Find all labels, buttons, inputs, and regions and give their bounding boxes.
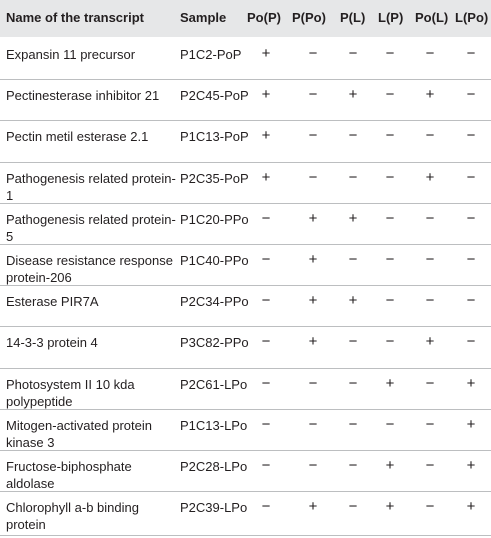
presence-mark: − <box>466 86 476 103</box>
table-row <box>0 371 491 410</box>
header-sample: Sample <box>180 10 227 25</box>
presence-mark: + <box>261 127 271 144</box>
transcript-name: Disease resistance response protein-206 <box>6 253 173 285</box>
table-row <box>0 206 491 245</box>
presence-mark: − <box>348 127 358 144</box>
presence-mark: + <box>308 251 318 268</box>
presence-mark: + <box>261 169 271 186</box>
table-row <box>0 494 491 533</box>
sample-id: P2C39-LPo <box>180 500 248 515</box>
presence-mark: − <box>385 251 395 268</box>
presence-mark: + <box>466 457 476 474</box>
table-row <box>0 412 491 451</box>
table-row <box>0 165 491 204</box>
header-name: Name of the transcript <box>6 10 144 25</box>
transcript-name: Fructose-biphosphate aldolase <box>6 459 132 491</box>
transcript-name: 14-3-3 protein 4 <box>6 335 98 350</box>
row-divider <box>0 120 491 121</box>
presence-mark: − <box>261 457 271 474</box>
presence-mark: − <box>261 292 271 309</box>
presence-mark: − <box>425 127 435 144</box>
presence-mark: − <box>425 457 435 474</box>
presence-mark: + <box>425 86 435 103</box>
presence-mark: − <box>308 169 318 186</box>
presence-mark: − <box>348 333 358 350</box>
header-l-p: L(P) <box>378 10 404 25</box>
row-divider <box>0 79 491 80</box>
presence-mark: − <box>261 498 271 515</box>
presence-mark: + <box>385 457 395 474</box>
presence-mark: − <box>425 375 435 392</box>
row-divider <box>0 162 491 163</box>
transcript-name: Esterase PIR7A <box>6 294 99 309</box>
presence-mark: + <box>308 333 318 350</box>
presence-mark: − <box>466 333 476 350</box>
sample-id: P1C40-PPo <box>180 253 249 268</box>
presence-mark: − <box>261 251 271 268</box>
presence-mark: − <box>308 457 318 474</box>
table-row <box>0 288 491 327</box>
presence-mark: − <box>385 45 395 62</box>
presence-mark: + <box>261 45 271 62</box>
presence-mark: − <box>348 498 358 515</box>
row-divider <box>0 368 491 369</box>
presence-mark: + <box>466 416 476 433</box>
presence-mark: + <box>466 375 476 392</box>
sample-id: P2C34-PPo <box>180 294 249 309</box>
row-divider <box>0 244 491 245</box>
sample-id: P2C28-LPo <box>180 459 248 474</box>
sample-id: P3C82-PPo <box>180 335 249 350</box>
presence-mark: + <box>308 292 318 309</box>
presence-mark: − <box>308 45 318 62</box>
presence-mark: − <box>385 127 395 144</box>
sample-id: P2C35-PoP <box>180 171 249 186</box>
presence-mark: + <box>425 333 435 350</box>
header-po-p: Po(P) <box>247 10 281 25</box>
row-divider <box>0 203 491 204</box>
table-row <box>0 247 491 286</box>
presence-mark: − <box>348 251 358 268</box>
presence-mark: + <box>385 498 395 515</box>
sample-id: P1C2-PoP <box>180 47 242 62</box>
table-row <box>0 329 491 368</box>
transcript-name: Mitogen-activated protein kinase 3 <box>6 418 152 450</box>
presence-mark: + <box>348 292 358 309</box>
presence-mark: − <box>425 416 435 433</box>
header-p-po: P(Po) <box>292 10 326 25</box>
presence-mark: − <box>261 210 271 227</box>
presence-mark: − <box>385 86 395 103</box>
presence-mark: + <box>385 375 395 392</box>
row-divider <box>0 326 491 327</box>
transcript-name: Pathogenesis related protein-5 <box>6 212 176 244</box>
presence-mark: + <box>308 498 318 515</box>
presence-mark: − <box>466 169 476 186</box>
presence-mark: − <box>425 210 435 227</box>
presence-mark: + <box>308 210 318 227</box>
row-divider <box>0 409 491 410</box>
presence-mark: − <box>261 416 271 433</box>
sample-id: P1C20-PPo <box>180 212 249 227</box>
presence-mark: − <box>348 416 358 433</box>
presence-mark: − <box>261 375 271 392</box>
presence-mark: − <box>348 45 358 62</box>
presence-mark: − <box>425 45 435 62</box>
presence-mark: − <box>466 127 476 144</box>
row-divider <box>0 450 491 451</box>
presence-mark: + <box>466 498 476 515</box>
presence-mark: + <box>425 169 435 186</box>
presence-mark: − <box>348 169 358 186</box>
presence-mark: − <box>308 416 318 433</box>
sample-id: P2C45-PoP <box>180 88 249 103</box>
presence-mark: − <box>385 210 395 227</box>
presence-mark: − <box>425 498 435 515</box>
header-po-l: Po(L) <box>415 10 449 25</box>
presence-mark: − <box>308 127 318 144</box>
row-divider <box>0 491 491 492</box>
row-divider <box>0 285 491 286</box>
header-l-po: L(Po) <box>455 10 489 25</box>
presence-mark: − <box>385 333 395 350</box>
header-p-l: P(L) <box>340 10 366 25</box>
transcript-name: Pectin metil esterase 2.1 <box>6 129 149 144</box>
presence-mark: − <box>466 210 476 227</box>
transcript-name: Pathogenesis related protein-1 <box>6 171 176 203</box>
table-row <box>0 453 491 492</box>
presence-mark: − <box>466 251 476 268</box>
transcript-name: Chlorophyll a-b binding protein <box>6 500 139 532</box>
table-header <box>0 0 491 37</box>
presence-mark: − <box>308 86 318 103</box>
sample-id: P1C13-PoP <box>180 129 249 144</box>
sample-id: P1C13-LPo <box>180 418 248 433</box>
presence-mark: − <box>385 416 395 433</box>
transcript-name: Expansin 11 precursor <box>6 47 136 62</box>
presence-mark: − <box>385 292 395 309</box>
transcript-name: Pectinesterase inhibitor 21 <box>6 88 160 103</box>
presence-mark: − <box>385 169 395 186</box>
presence-mark: − <box>466 45 476 62</box>
presence-mark: + <box>348 86 358 103</box>
presence-mark: − <box>348 375 358 392</box>
sample-id: P2C61-LPo <box>180 377 248 392</box>
transcript-name: Photosystem II 10 kda polypeptide <box>6 377 135 409</box>
presence-mark: − <box>261 333 271 350</box>
presence-mark: + <box>348 210 358 227</box>
presence-mark: − <box>425 292 435 309</box>
presence-mark: − <box>308 375 318 392</box>
presence-mark: − <box>466 292 476 309</box>
presence-mark: − <box>425 251 435 268</box>
presence-mark: − <box>348 457 358 474</box>
table-bottom-rule <box>0 535 491 536</box>
presence-mark: + <box>261 86 271 103</box>
table-row <box>0 82 491 121</box>
table-row <box>0 123 491 162</box>
table-row <box>0 41 491 80</box>
